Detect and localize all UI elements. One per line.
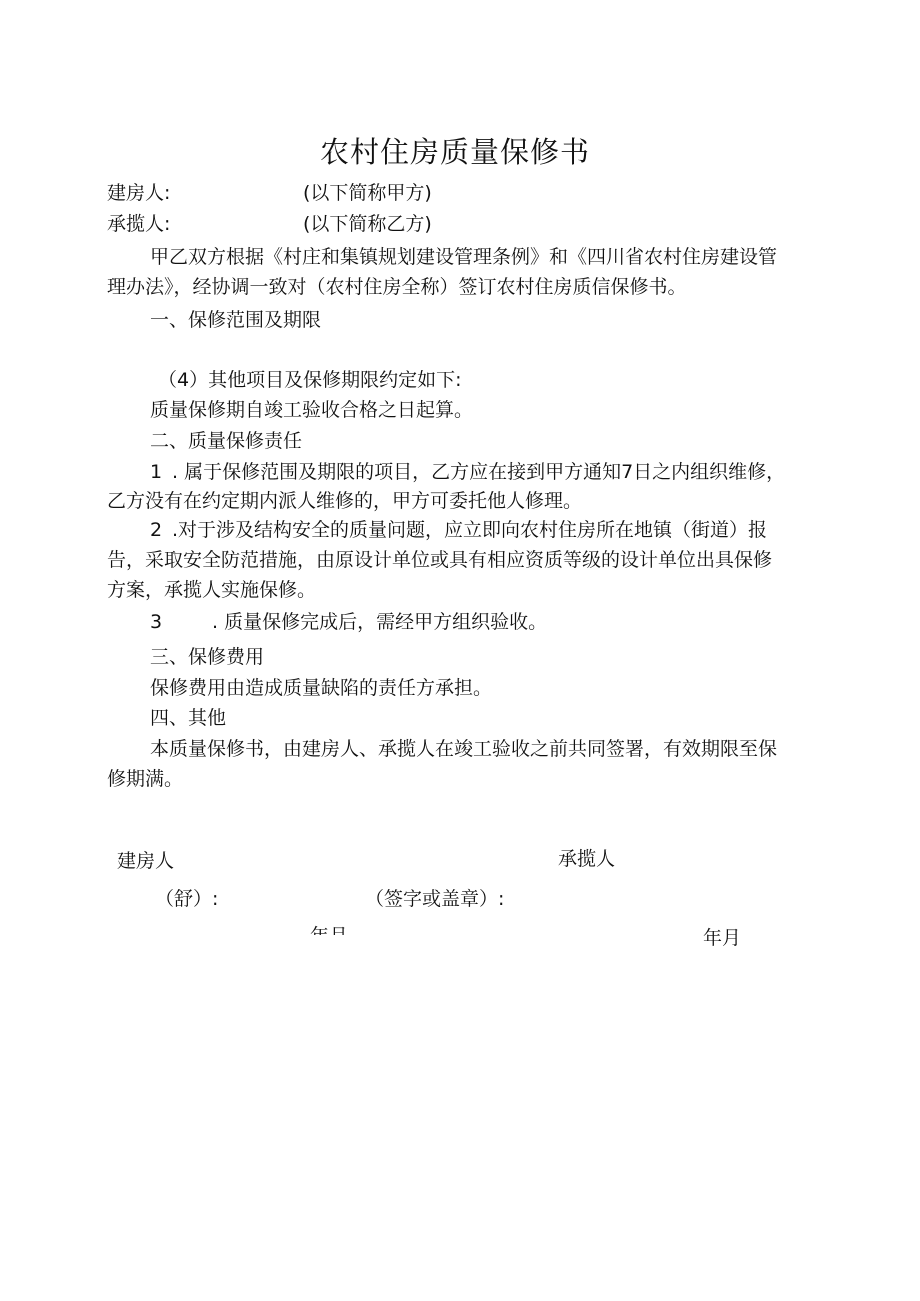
section4-line2: 修期满。 [107,768,184,790]
section1-item4: （4）其他项目及保修期限约定如下: [158,369,462,391]
section2-item2-line2: 告，采取安全防范措施，由原设计单位或具有相应资质等级的设计单位出具保修 [107,549,773,571]
section1-heading: 一、保修范围及期限 [150,309,322,331]
date-left-mask [300,935,360,955]
section2-item3-text: . 质量保修完成后，需经甲方组织验收。 [212,611,548,633]
date-right: 年月 [703,927,742,949]
section2-item2-line1: .对于涉及结构安全的质量问题，应立即向农村住房所在地镇（街道）报 [172,519,768,541]
section2-item3-num: 3 [150,611,163,633]
section2-item1-num: 1 [150,461,163,483]
signature-builder-label: 建房人 [117,850,175,872]
contractor-note: (以下简称乙方) [303,213,432,235]
section2-item2-num: 2 [150,519,163,541]
section4-heading: 四、其他 [150,707,227,729]
section2-heading: 二、质量保修责任 [150,430,303,452]
section2-item2-line3: 方案，承揽人实施保修。 [107,579,317,601]
signature-contractor-sign: （签字或盖章）: [365,888,505,910]
section3-heading: 三、保修费用 [150,646,265,668]
section3-text: 保修费用由造成质量缺陷的责任方承担。 [150,677,493,699]
section1-start: 质量保修期自竣工验收合格之日起算。 [150,399,474,421]
section4-line1: 本质量保修书，由建房人、承揽人在竣工验收之前共同签署，有效期限至保 [150,738,778,760]
signature-builder-sign: （舒）: [155,888,219,910]
page-title: 农村住房质量保修书 [320,135,591,169]
contractor-label: 承揽人: [107,213,171,235]
section2-item1-line1: . 属于保修范围及期限的项目，乙方应在接到甲方通知7日之内组织维修， [172,461,786,483]
section2-item1-line2: 乙方没有在约定期内派人维修的，甲方可委托他人修理。 [107,490,583,512]
signature-contractor-label: 承揽人 [558,848,616,870]
builder-label: 建房人: [107,182,171,204]
builder-note: (以下简称甲方) [303,182,432,204]
intro-line-2: 理办法》，经协调一致对（农村住房全称）签订农村住房质信保修书。 [107,276,687,298]
intro-line-1: 甲乙双方根据《村庄和集镇规划建设管理条例》和《四川省农村住房建设管 [150,246,778,268]
